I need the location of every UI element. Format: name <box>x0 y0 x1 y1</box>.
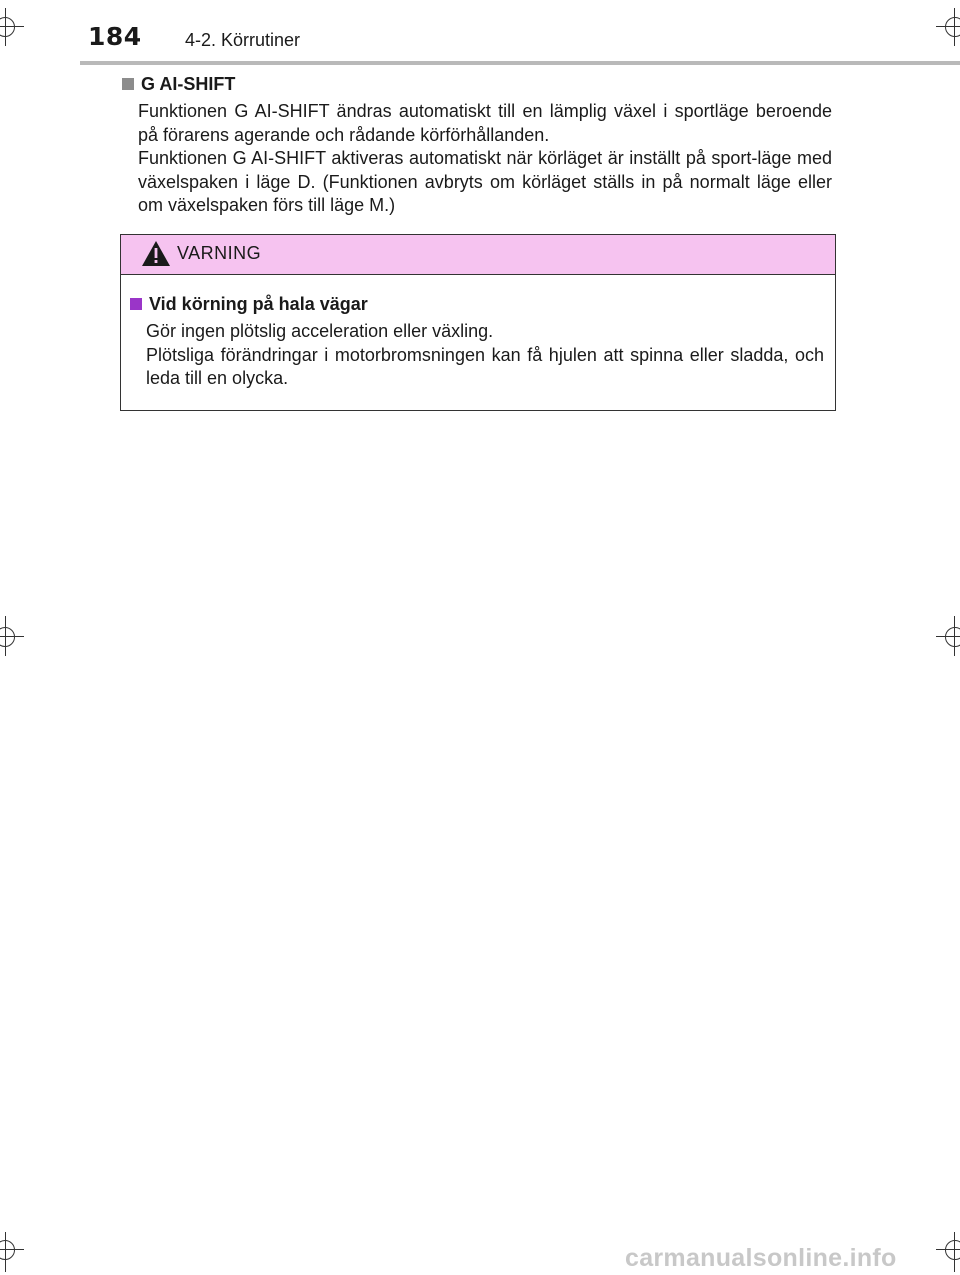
watermark: carmanualsonline.info <box>625 1244 897 1272</box>
warning-header <box>121 235 835 275</box>
section-body <box>138 100 832 218</box>
page-number: 184 <box>88 22 142 51</box>
section-heading <box>120 72 832 96</box>
warning-heading-text: Vid körning på hala vägar <box>149 293 368 314</box>
warning-triangle-icon <box>141 240 171 267</box>
warning-box <box>120 234 836 411</box>
section-paragraph-1: Funktionen G AI-SHIFT ändras automatiskt till en lämplig växel i sportläge beroende på förarens agerande och rådande körförhållanden. <box>138 101 832 145</box>
warning-body <box>146 320 824 391</box>
square-bullet-icon <box>122 78 134 90</box>
warning-paragraph-2: Plötsliga förändringar i motorbromsningen kan få hjulen att spinna eller sladda, och leda till en olycka. <box>146 344 824 388</box>
warning-content <box>128 292 824 391</box>
square-bullet-icon <box>130 298 142 310</box>
section-heading-text: G AI-SHIFT <box>141 73 236 94</box>
chapter-title: 4-2. Körrutiner <box>185 30 301 50</box>
section-paragraph-2: Funktionen G AI-SHIFT aktiveras automatiskt när körläget är inställt på sport-läge med växelspaken i läge D. (Funktionen avbryts om körläget ställs in på normalt läge eller om växelspaken förs till läge M.) <box>138 148 832 215</box>
warning-paragraph-1: Gör ingen plötslig acceleration eller växling. <box>146 321 494 341</box>
header-rule <box>80 61 960 65</box>
warning-label: VARNING <box>177 243 262 263</box>
section-g-ai-shift <box>120 72 832 218</box>
warning-heading <box>128 292 824 316</box>
page-header <box>0 0 960 64</box>
